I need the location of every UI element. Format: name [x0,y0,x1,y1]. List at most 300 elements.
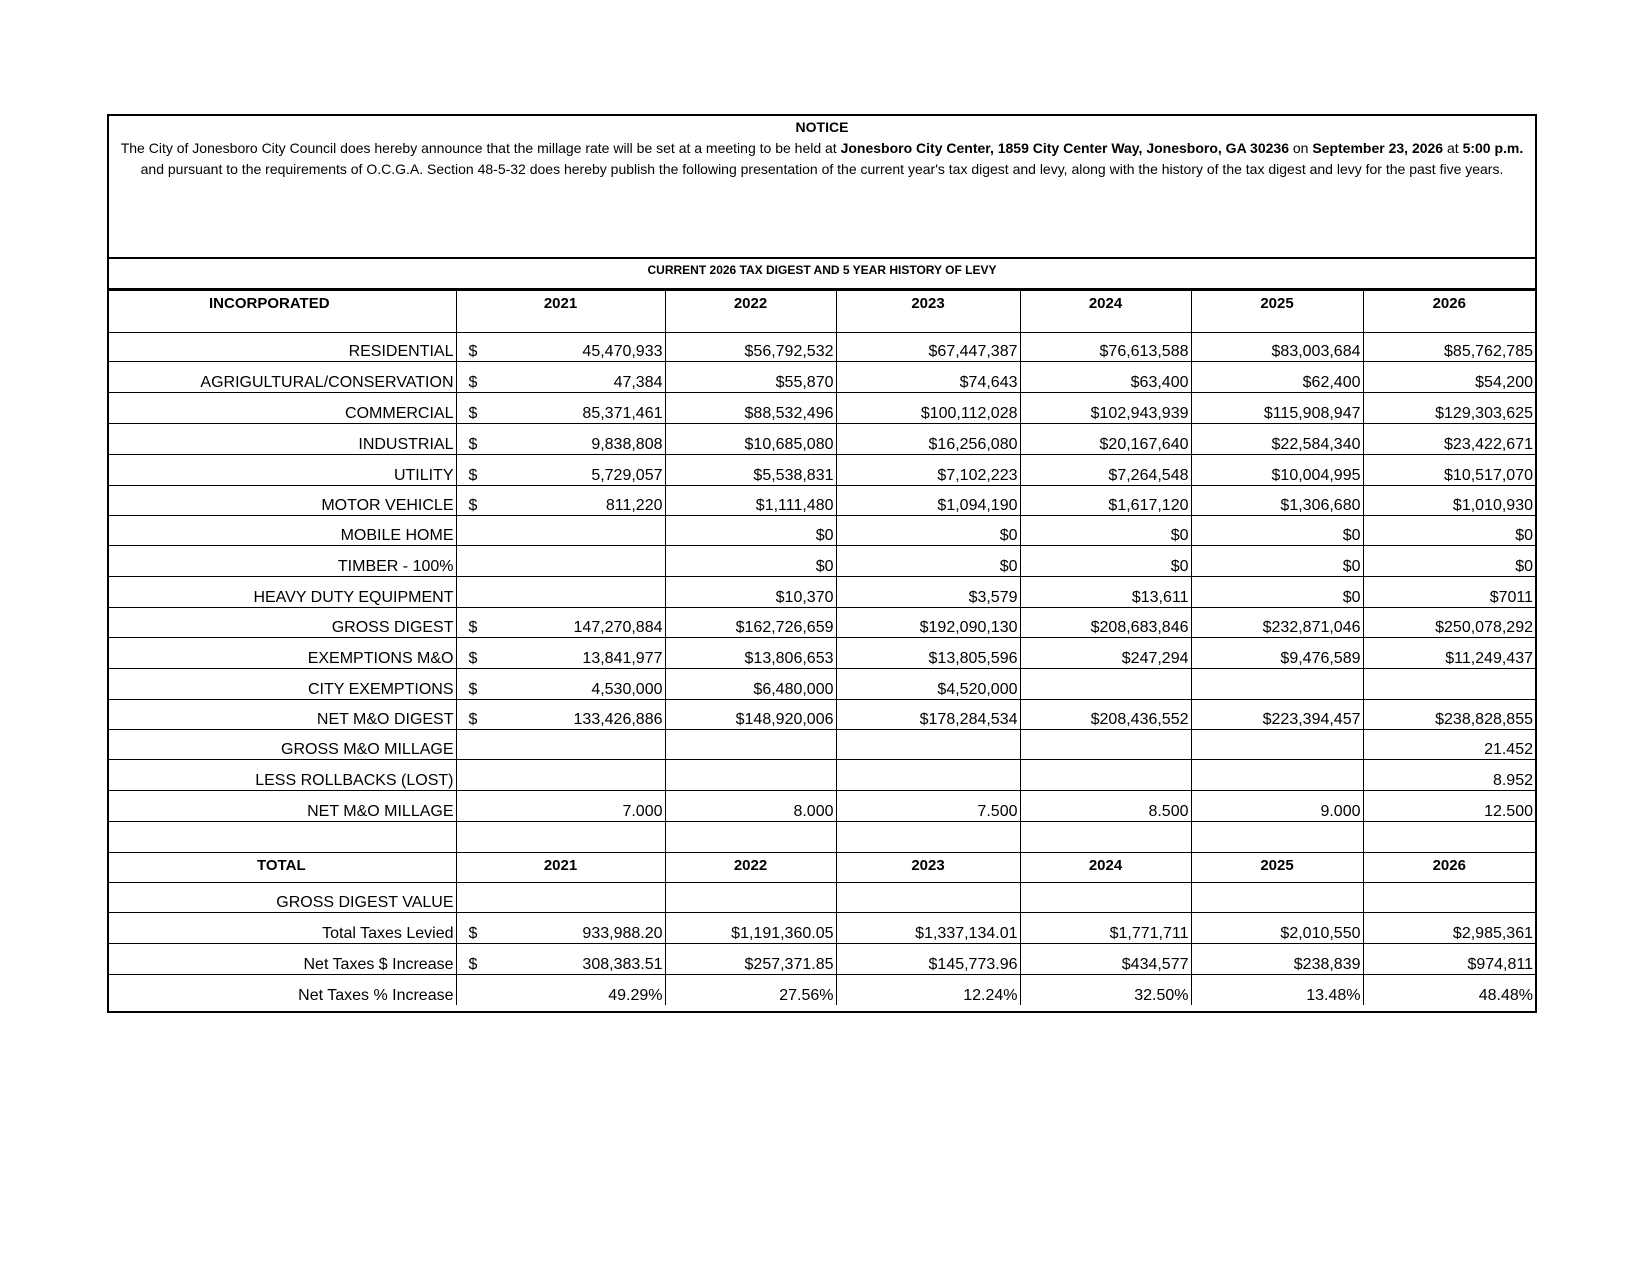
value-cell [1020,791,1191,822]
row-label: MOBILE HOME [109,516,456,546]
value-cell [836,700,1020,730]
cell-value: 9.000 [1320,803,1361,820]
row-label: GROSS DIGEST [109,608,456,638]
notice-text-run: at [1443,140,1463,156]
value-cell [1191,975,1363,1005]
value-cell [836,362,1020,393]
value-cell [1020,669,1191,700]
value-cell [836,944,1020,975]
value-cell [1363,486,1535,516]
value-cell [1363,913,1535,944]
value-cell [665,944,836,975]
value-cell [1020,393,1191,424]
dollar-sign: $ [468,467,478,484]
cell-value: 13.48% [1306,986,1361,1004]
value-cell [1020,760,1191,791]
value-cell [1191,883,1363,913]
value-cell [456,333,665,362]
value-cell [665,760,836,791]
cell-value: $23,422,671 [1444,436,1533,453]
row-label: EXEMPTIONS M&O [109,638,456,669]
empty-cell [665,822,836,853]
cell-value: 49.29% [608,986,663,1004]
value-cell [456,791,665,822]
value-cell [665,913,836,944]
cell-value: $0 [1170,527,1189,544]
row-label: COMMERCIAL [109,393,456,424]
value-cell [1191,455,1363,486]
cell-value: $4,520,000 [937,681,1018,698]
value-cell [456,975,665,1005]
cell-value: $1,337,134.01 [915,925,1018,942]
cell-value: $145,773.96 [928,956,1018,973]
cell-value: 4,530,000 [591,681,663,698]
cell-value: $7011 [1489,589,1533,606]
cell-value: 8.952 [1492,772,1533,789]
dollar-sign: $ [468,681,478,698]
cell-value: 85,371,461 [582,405,663,422]
value-cell [1191,669,1363,700]
cell-value: 21.452 [1484,741,1533,758]
value-cell [1020,516,1191,546]
cell-value: $10,517,070 [1444,467,1533,484]
cell-value: $100,112,028 [920,405,1018,422]
empty-cell [1020,822,1191,853]
row-label: UTILITY [109,455,456,486]
cell-value: 933,988.20 [582,925,663,942]
value-cell [1363,608,1535,638]
dollar-sign: $ [468,925,478,942]
row-label: Net Taxes $ Increase [109,944,456,975]
value-cell [665,455,836,486]
row-label: MOTOR VEHICLE [109,486,456,516]
cell-value: 308,383.51 [582,956,663,973]
value-cell [665,638,836,669]
header-row [109,853,1535,883]
notice-title: NOTICE [795,119,849,135]
value-cell [456,700,665,730]
cell-value: 48.48% [1478,986,1533,1004]
value-cell [456,638,665,669]
table-row [109,362,1535,393]
value-cell [456,486,665,516]
cell-value: $85,762,785 [1444,343,1533,360]
value-cell [456,393,665,424]
value-cell [1020,700,1191,730]
empty-cell [836,822,1020,853]
notice-body [119,138,1525,180]
value-cell [1191,730,1363,760]
cell-value: $974,811 [1467,956,1533,973]
value-cell [1020,546,1191,577]
value-cell [836,424,1020,455]
cell-value: 7.500 [977,803,1018,820]
value-cell [1363,577,1535,608]
value-cell [456,577,665,608]
cell-value: $13,805,596 [928,650,1018,667]
table-row [109,638,1535,669]
value-cell [1191,486,1363,516]
cell-value: $178,284,534 [919,711,1018,728]
row-label: GROSS DIGEST VALUE [109,883,456,913]
table-row [109,975,1535,1005]
dollar-sign: $ [468,956,478,973]
cell-value: $6,480,000 [753,681,834,698]
notice-text-run: September 23, 2026 [1312,140,1444,156]
value-cell [836,913,1020,944]
value-cell [1020,333,1191,362]
row-label: Net Taxes % Increase [109,975,456,1005]
cell-value: $162,726,659 [735,619,834,636]
value-cell [1363,455,1535,486]
cell-value: $74,643 [959,374,1018,391]
row-label: HEAVY DUTY EQUIPMENT [109,577,456,608]
cell-value: $1,094,190 [937,497,1018,514]
cell-value: 8.000 [793,803,834,820]
cell-value: $10,685,080 [744,436,834,453]
value-cell [836,791,1020,822]
value-cell [836,486,1020,516]
cell-value: 811,220 [605,497,663,514]
dollar-sign: $ [468,436,478,453]
value-cell [836,730,1020,760]
value-cell [1363,516,1535,546]
value-cell [456,883,665,913]
cell-value: $208,683,846 [1090,619,1189,636]
notice-text-run: and pursuant to the requirements of O.C.G.A. Section 48-5-32 does hereby publish the following presentation of the current year's tax digest and levy, along with the history of the tax digest and levy for the past five years. [140,161,1504,177]
value-cell [1020,486,1191,516]
cell-value: 12.24% [963,986,1018,1004]
row-label: NET M&O MILLAGE [109,791,456,822]
value-cell [1191,760,1363,791]
cell-value: 7.000 [622,803,663,820]
empty-cell [1191,822,1363,853]
value-cell [665,791,836,822]
value-cell [1020,577,1191,608]
row-label: LESS ROLLBACKS (LOST) [109,760,456,791]
cell-value: $238,828,855 [1435,711,1533,728]
row-label: TIMBER - 100% [109,546,456,577]
cell-value: $247,294 [1121,650,1189,667]
digest-table [109,290,1535,1005]
table-row [109,516,1535,546]
value-cell [1363,333,1535,362]
value-cell [836,608,1020,638]
cell-value: 32.50% [1134,986,1189,1004]
value-cell [456,362,665,393]
cell-value: $63,400 [1130,374,1189,391]
empty-cell [456,822,665,853]
cell-value: $62,400 [1302,374,1361,391]
cell-value: $148,920,006 [735,711,834,728]
value-cell [836,669,1020,700]
cell-value: $0 [1515,527,1533,544]
cell-value: $22,584,340 [1271,436,1361,453]
value-cell [456,730,665,760]
value-cell [1020,608,1191,638]
year-header: 2023 [836,853,1020,883]
cell-value: 27.56% [779,986,834,1004]
dollar-sign: $ [468,405,478,422]
empty-cell [1363,822,1535,853]
year-header: 2023 [836,291,1020,333]
value-cell [1020,638,1191,669]
value-cell [1020,362,1191,393]
table-row [109,791,1535,822]
value-cell [1191,516,1363,546]
notice-block [109,116,1535,259]
value-cell [1363,883,1535,913]
year-header: 2021 [456,853,665,883]
value-cell [1363,424,1535,455]
table-row [109,760,1535,791]
table-row [109,486,1535,516]
value-cell [665,730,836,760]
cell-value: $0 [1342,589,1361,606]
table-row [109,424,1535,455]
cell-value: $9,476,589 [1280,650,1361,667]
value-cell [665,333,836,362]
value-cell [1363,638,1535,669]
value-cell [665,516,836,546]
cell-value: $5,538,831 [753,467,834,484]
cell-value: 5,729,057 [591,467,663,484]
empty-cell [109,822,456,853]
cell-value: $115,908,947 [1263,405,1361,422]
row-label: GROSS M&O MILLAGE [109,730,456,760]
table-row [109,577,1535,608]
year-header: 2022 [665,853,836,883]
cell-value: $192,090,130 [919,619,1018,636]
cell-value: 12.500 [1484,803,1533,820]
value-cell [1363,669,1535,700]
value-cell [665,883,836,913]
value-cell [456,669,665,700]
cell-value: $0 [815,527,834,544]
cell-value: $1,306,680 [1280,497,1361,514]
value-cell [1363,975,1535,1005]
cell-value: $223,394,457 [1262,711,1361,728]
cell-value: $1,771,711 [1109,925,1189,942]
value-cell [836,546,1020,577]
cell-value: $232,871,046 [1262,619,1361,636]
value-cell [1191,791,1363,822]
cell-value: $7,264,548 [1108,467,1189,484]
value-cell [836,883,1020,913]
table-row [109,913,1535,944]
value-cell [1191,362,1363,393]
cell-value: $83,003,684 [1271,343,1361,360]
value-cell [1363,546,1535,577]
value-cell [836,516,1020,546]
table-row [109,730,1535,760]
cell-value: $10,370 [775,589,834,606]
row-label: Total Taxes Levied [109,913,456,944]
table-row [109,455,1535,486]
row-label: INDUSTRIAL [109,424,456,455]
table-row [109,333,1535,362]
cell-value: 45,470,933 [582,343,663,360]
value-cell [1191,944,1363,975]
value-cell [836,577,1020,608]
cell-value: $54,200 [1475,374,1533,391]
year-header: 2025 [1191,853,1363,883]
cell-value: $238,839 [1293,956,1361,973]
cell-value: $1,010,930 [1452,497,1533,514]
row-label: CITY EXEMPTIONS [109,669,456,700]
table-row [109,700,1535,730]
value-cell [1191,546,1363,577]
value-cell [836,333,1020,362]
value-cell [665,577,836,608]
cell-value: $0 [1342,558,1361,575]
cell-value: $13,611 [1131,589,1189,606]
header-row [109,291,1535,333]
cell-value: 9,838,808 [591,436,663,453]
dollar-sign: $ [468,619,478,636]
cell-value: 8.500 [1148,803,1189,820]
value-cell [836,975,1020,1005]
cell-value: $13,806,653 [744,650,834,667]
value-cell [1020,455,1191,486]
value-cell [1020,424,1191,455]
value-cell [1020,913,1191,944]
value-cell [665,424,836,455]
cell-value: $0 [1342,527,1361,544]
value-cell [836,393,1020,424]
year-header: 2026 [1363,853,1535,883]
year-header: 2026 [1363,291,1535,333]
section-heading: TOTAL [109,853,456,883]
dollar-sign: $ [468,497,478,514]
value-cell [1191,577,1363,608]
dollar-sign: $ [468,650,478,667]
cell-value: $7,102,223 [937,467,1018,484]
value-cell [456,608,665,638]
cell-value: $1,191,360.05 [731,925,834,942]
table-row [109,944,1535,975]
cell-value: $55,870 [775,374,834,391]
cell-value: $0 [1170,558,1189,575]
value-cell [1020,883,1191,913]
value-cell [665,546,836,577]
cell-value: $0 [999,527,1018,544]
cell-value: $129,303,625 [1435,405,1533,422]
row-label: NET M&O DIGEST [109,700,456,730]
value-cell [1191,393,1363,424]
cell-value: $257,371.85 [744,956,834,973]
value-cell [1191,333,1363,362]
notice-text-run: on [1288,140,1313,156]
cell-value: $20,167,640 [1099,436,1189,453]
value-cell [1191,638,1363,669]
cell-value: $1,111,480 [755,497,834,514]
value-cell [456,913,665,944]
cell-value: $208,436,552 [1090,711,1189,728]
value-cell [1363,362,1535,393]
cell-value: $0 [815,558,834,575]
value-cell [665,700,836,730]
notice-text-run: 5:00 p.m. [1462,140,1524,156]
cell-value: 13,841,977 [582,650,663,667]
value-cell [456,944,665,975]
cell-value: $1,617,120 [1108,497,1189,514]
section-heading: INCORPORATED [109,291,456,333]
value-cell [1191,913,1363,944]
value-cell [665,393,836,424]
value-cell [456,516,665,546]
value-cell [1363,700,1535,730]
value-cell [1191,424,1363,455]
year-header: 2025 [1191,291,1363,333]
cell-value: $88,532,496 [744,405,834,422]
year-header: 2022 [665,291,836,333]
value-cell [1020,975,1191,1005]
value-cell [1363,791,1535,822]
table-caption: CURRENT 2026 TAX DIGEST AND 5 YEAR HISTORY OF LEVY [109,259,1535,290]
cell-value: $434,577 [1121,956,1189,973]
value-cell [456,760,665,791]
value-cell [1191,608,1363,638]
value-cell [1020,730,1191,760]
value-cell [665,608,836,638]
cell-value: $0 [1515,558,1533,575]
value-cell [836,638,1020,669]
dollar-sign: $ [468,711,478,728]
year-header: 2024 [1020,291,1191,333]
cell-value: $2,010,550 [1280,925,1361,942]
notice-text-run: Jonesboro City Center, 1859 City Center Way, Jonesboro, GA 30236 [840,140,1289,156]
cell-value: $0 [999,558,1018,575]
row-label: RESIDENTIAL [109,333,456,362]
cell-value: $10,004,995 [1271,467,1361,484]
cell-value: 133,426,886 [573,711,663,728]
value-cell [836,760,1020,791]
value-cell [665,669,836,700]
value-cell [665,362,836,393]
value-cell [456,546,665,577]
cell-value: $102,943,939 [1090,405,1189,422]
cell-value: $16,256,080 [928,436,1018,453]
value-cell [1363,944,1535,975]
cell-value: $2,985,361 [1452,925,1533,942]
notice-text-run: The City of Jonesboro City Council does hereby announce that the millage rate will be set at a meeting to be held at [120,140,841,156]
cell-value: 147,270,884 [573,619,663,636]
value-cell [665,486,836,516]
spacer-row [109,822,1535,853]
table-row [109,608,1535,638]
value-cell [1363,393,1535,424]
cell-value: $56,792,532 [744,343,834,360]
year-header: 2024 [1020,853,1191,883]
table-row [109,883,1535,913]
value-cell [665,975,836,1005]
cell-value: $76,613,588 [1099,343,1189,360]
value-cell [1191,700,1363,730]
table-row [109,669,1535,700]
cell-value: $3,579 [968,589,1018,606]
value-cell [1020,944,1191,975]
year-header: 2021 [456,291,665,333]
value-cell [836,455,1020,486]
tax-digest-sheet [107,114,1537,1013]
cell-value: 47,384 [613,374,663,391]
cell-value: $67,447,387 [928,343,1018,360]
value-cell [456,424,665,455]
cell-value: $11,249,437 [1445,650,1533,667]
value-cell [1363,730,1535,760]
row-label: AGRIGULTURAL/CONSERVATION [109,362,456,393]
